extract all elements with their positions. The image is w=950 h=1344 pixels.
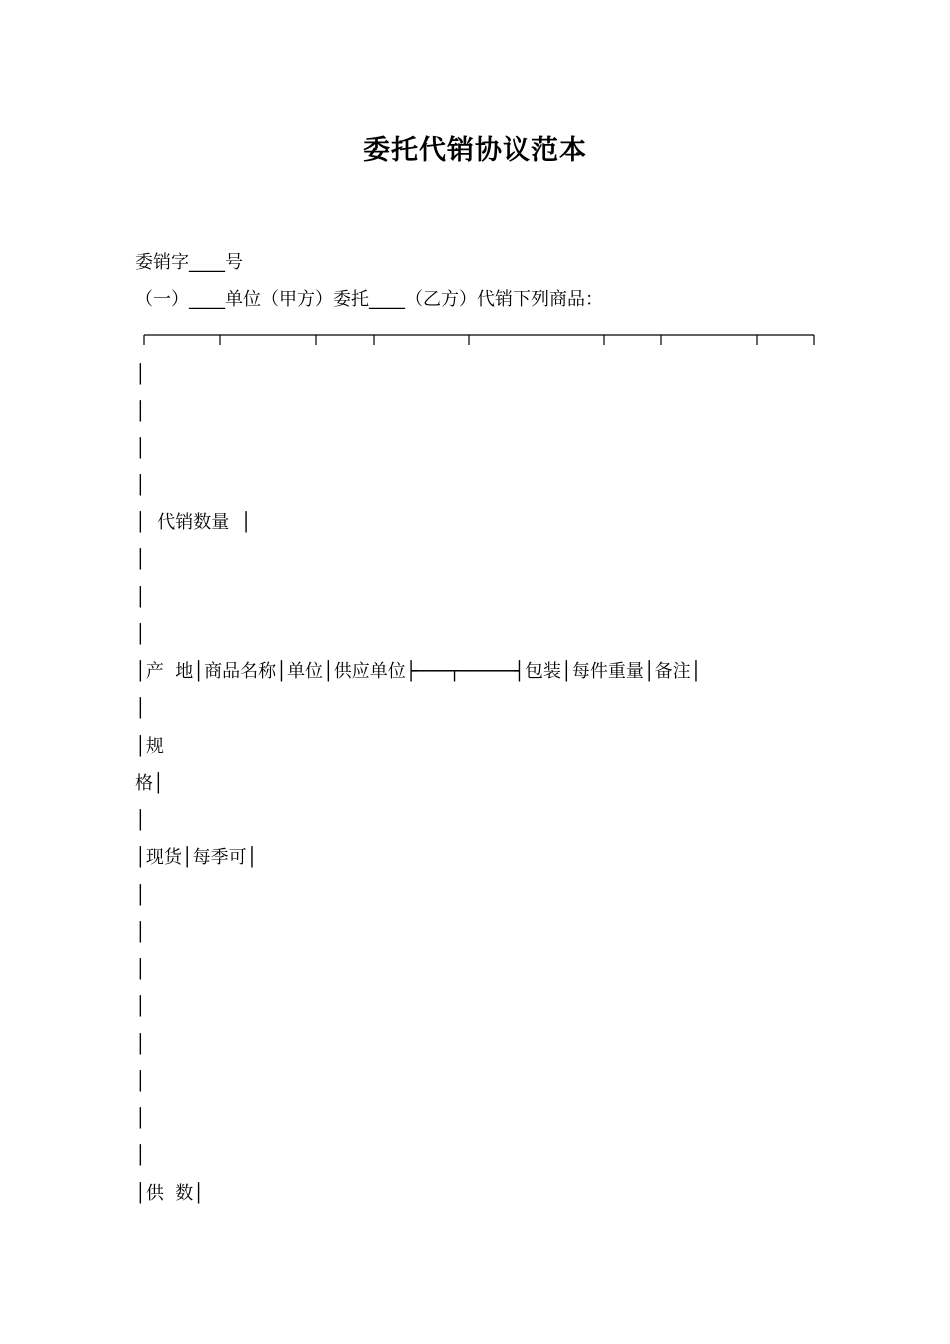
table-row-22: │: [135, 1145, 146, 1166]
page-title: 委托代销协议范本: [363, 135, 587, 166]
table-row-8: │: [135, 624, 146, 645]
table-row-21: │: [135, 1108, 146, 1129]
table-row-6: │: [135, 549, 146, 570]
table-row-10: │: [135, 698, 146, 719]
table-row-12: 格│: [135, 773, 164, 794]
table-row-17: │: [135, 959, 146, 980]
intro-line: （一）____单位（甲方）委托____（乙方）代销下列商品：: [135, 289, 603, 310]
table-header-row: │产 地│商品名称│单位│供应单位├───┬─────┤包装│每件重量│备注│: [135, 661, 702, 682]
table-row-19: │: [135, 1034, 146, 1055]
table-row-3: │: [135, 438, 146, 459]
table-row-5: │ 代销数量 │: [135, 512, 252, 533]
table-row-16: │: [135, 922, 146, 943]
table-row-7: │: [135, 587, 146, 608]
table-row-18: │: [135, 996, 146, 1017]
table-row-11: │规: [135, 736, 164, 757]
table-row-13: │: [135, 810, 146, 831]
table-row-23: │供 数│: [135, 1183, 205, 1204]
table-row-1: │: [135, 364, 146, 385]
table-row-20: │: [135, 1071, 146, 1092]
table-row-15: │: [135, 885, 146, 906]
table-row-4: │: [135, 475, 146, 496]
table-row-14: │现货│每季可│: [135, 847, 258, 868]
table-row-2: │: [135, 401, 146, 422]
reference-number-line: 委销字____号: [135, 252, 243, 273]
table-top-border: [143, 333, 815, 347]
